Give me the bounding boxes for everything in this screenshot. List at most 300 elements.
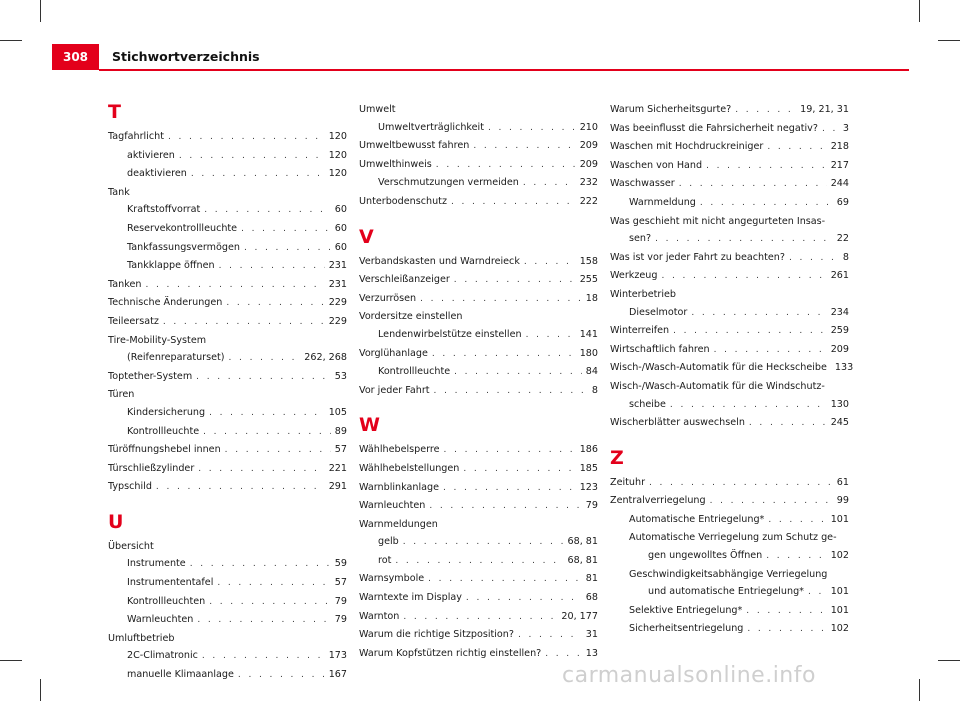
index-line (108, 294, 347, 313)
index-line (359, 174, 598, 193)
dot-leader (700, 195, 833, 213)
page-reference: 60 (334, 222, 347, 234)
dot-leader (749, 415, 827, 433)
dot-leader (747, 621, 826, 639)
index-entry (108, 368, 347, 387)
dot-leader (710, 493, 833, 511)
dot-leader (428, 571, 582, 589)
page-reference: 102 (830, 550, 849, 562)
index-entry (359, 497, 598, 516)
index-line (610, 396, 849, 415)
dot-leader (156, 479, 325, 497)
index-entry (610, 138, 849, 157)
index-line (359, 626, 598, 645)
page-reference: 261 (830, 270, 849, 282)
index-line (610, 194, 849, 213)
dot-leader (463, 461, 575, 479)
index-line (108, 276, 347, 295)
dot-leader (523, 175, 576, 193)
index-line (108, 257, 347, 276)
index-line (610, 378, 849, 396)
index-term: Winterbetrieb (610, 288, 676, 300)
page-reference: 245 (830, 417, 849, 429)
dot-leader (429, 498, 581, 516)
page-reference: 222 (579, 195, 598, 207)
page-reference: 186 (579, 444, 598, 456)
index-entry (610, 378, 849, 414)
index-subentry (108, 647, 347, 666)
index-term: Warnton (359, 610, 400, 622)
dot-leader (673, 323, 827, 341)
dot-leader (518, 627, 582, 645)
index-term: Warum die richtige Sitzposition? (359, 629, 514, 641)
index-line (359, 326, 598, 345)
page-title: Stichwortverzeichnis (112, 49, 260, 64)
index-entry (108, 460, 347, 479)
page-reference: 158 (579, 255, 598, 267)
index-line (359, 516, 598, 534)
index-term: Umwelthinweis (359, 158, 432, 170)
index-term: 2C-Climatronic (127, 650, 198, 662)
index-line (359, 533, 598, 552)
index-line (108, 220, 347, 239)
dot-leader (714, 342, 827, 360)
index-term: Kontrollleuchte (127, 425, 200, 437)
index-entry (359, 308, 598, 326)
index-entry (108, 128, 347, 147)
page-reference: 53 (334, 370, 347, 382)
index-line (108, 165, 347, 184)
index-entry (610, 249, 849, 268)
index-term: Instrumententafel (127, 577, 214, 589)
index-term: Kindersicherung (127, 406, 206, 418)
index-subentry (108, 404, 347, 423)
page-reference: 244 (830, 178, 849, 190)
index-term: Kontrollleuchte (378, 366, 451, 378)
page-reference: 13 (585, 647, 598, 659)
page-reference: 167 (328, 669, 347, 681)
page-reference: 57 (334, 444, 347, 456)
dot-leader (767, 139, 826, 157)
dot-leader (197, 612, 330, 630)
index-term: Wählhebelsperre (359, 444, 440, 456)
index-line (108, 147, 347, 166)
page-reference: 120 (328, 131, 347, 142)
index-line (108, 611, 347, 630)
index-term: Kontrollleuchten (127, 595, 206, 607)
index-entry (108, 184, 347, 202)
index-term: Waschwasser (610, 178, 675, 190)
dot-leader (488, 120, 576, 138)
index-term: Geschwindigkeitsabhängige Verriegelung (629, 568, 828, 580)
index-subentry (108, 574, 347, 593)
index-line (359, 101, 598, 119)
page-reference: 61 (836, 476, 849, 488)
dot-leader (198, 461, 324, 479)
index-term: Kraftstoffvorrat (127, 204, 201, 216)
index-line (359, 290, 598, 309)
page-reference: 105 (328, 406, 347, 418)
index-subentry (610, 602, 849, 621)
index-term: Winterreifen (610, 325, 670, 337)
index-line (610, 304, 849, 323)
index-line (108, 239, 347, 258)
index-entry (610, 213, 849, 249)
crop-mark (919, 0, 920, 22)
header-rule (99, 69, 909, 71)
dot-leader (454, 272, 576, 290)
index-subentry (108, 666, 347, 685)
index-subentry (610, 620, 849, 639)
dot-leader (655, 231, 833, 249)
crop-mark (938, 40, 960, 41)
index-term: Reservekontrollleuchte (127, 222, 238, 234)
index-entry (359, 570, 598, 589)
page-reference: 8 (842, 251, 849, 263)
index-entry (359, 253, 598, 272)
index-entry (359, 608, 598, 627)
index-term: Warnmeldungen (359, 518, 438, 530)
index-entry (359, 290, 598, 309)
dot-leader (691, 305, 826, 323)
index-entry (359, 626, 598, 645)
index-subentry (108, 220, 347, 239)
index-line (359, 253, 598, 272)
index-line (610, 213, 849, 231)
page-reference: 68, 81 (567, 536, 598, 548)
dot-leader (196, 369, 331, 387)
page-reference: 229 (328, 315, 347, 327)
index-term: Wisch-/Wasch-Automatik für die Heckscheibe (610, 362, 827, 374)
index-term: Toptether-System (108, 370, 193, 382)
index-entry (359, 645, 598, 664)
dot-leader (145, 277, 324, 295)
index-line (108, 478, 347, 497)
index-subentry (108, 593, 347, 612)
page-reference: 185 (579, 462, 598, 474)
page-reference: 19, 21, 31 (800, 104, 849, 115)
index-subentry (359, 533, 598, 552)
index-term: und automatische Entriegelung* (648, 586, 804, 598)
crop-mark (40, 0, 41, 22)
index-entry (610, 341, 849, 360)
index-entry (359, 479, 598, 498)
index-term: Wisch-/Wasch-Automatik für die Windschutz- (610, 380, 825, 392)
index-term: Tank (108, 186, 130, 198)
index-term: Wischerblätter auswechseln (610, 417, 745, 429)
index-line (610, 249, 849, 268)
index-term: Sicherheitsentriegelung (629, 623, 744, 635)
index-entry (359, 345, 598, 364)
index-subentry (108, 239, 347, 258)
dot-leader (661, 268, 826, 286)
index-letter-heading: U (108, 510, 124, 533)
index-line (610, 175, 849, 194)
index-entry (610, 474, 849, 493)
index-term: Werkzeug (610, 270, 658, 282)
index-entry (108, 294, 347, 313)
index-column-3 (610, 101, 854, 639)
index-line (610, 230, 849, 249)
index-term: Warntexte im Display (359, 592, 462, 604)
index-subentry (108, 257, 347, 276)
index-line (108, 349, 347, 368)
index-entry (610, 157, 849, 176)
index-line (610, 474, 849, 493)
page-reference: 79 (334, 614, 347, 626)
index-subentry (359, 363, 598, 382)
index-entry (610, 286, 849, 304)
dot-leader (649, 475, 833, 493)
index-term: Tagfahrlicht (108, 131, 164, 142)
page-reference: 120 (328, 149, 347, 161)
dot-leader (451, 194, 576, 212)
index-subentry (108, 555, 347, 574)
index-subentry (359, 552, 598, 571)
index-term: aktivieren (127, 149, 175, 161)
index-line (610, 359, 854, 378)
index-term: Warnmeldung (629, 196, 696, 208)
index-term: Verzurrösen (359, 292, 417, 304)
index-entry (108, 386, 347, 404)
page-reference: 68 (585, 592, 598, 604)
page-reference: 79 (334, 595, 347, 607)
index-entry (359, 193, 598, 212)
index-entry (610, 492, 849, 511)
dot-leader (209, 405, 325, 423)
dot-leader (420, 291, 582, 309)
index-letter-heading: V (359, 225, 374, 248)
index-line (108, 423, 347, 442)
index-subentry (108, 611, 347, 630)
index-term: Umweltverträglichkeit (378, 121, 484, 133)
watermark: carmanualsonline.info (562, 663, 816, 688)
index-term: Automatische Entriegelung* (629, 513, 765, 525)
index-entry (359, 101, 598, 119)
index-line (108, 555, 347, 574)
index-entry (359, 271, 598, 290)
index-term: Was ist vor jeder Fahrt zu beachten? (610, 251, 785, 263)
index-line (610, 322, 849, 341)
index-term: Teileersatz (108, 315, 159, 327)
page-reference: 22 (836, 233, 849, 245)
page-reference: 218 (830, 141, 849, 153)
index-term: Zeituhr (610, 476, 646, 488)
index-entry (359, 156, 598, 175)
dot-leader (168, 129, 325, 147)
dot-leader (679, 176, 827, 194)
index-entry (359, 516, 598, 534)
index-term: Türschließzylinder (108, 462, 195, 474)
index-entry (108, 332, 347, 368)
index-subentry (610, 194, 849, 213)
index-term: Wählhebelstellungen (359, 462, 460, 474)
index-term: gen ungewolltes Öffnen (648, 550, 763, 562)
index-line (108, 368, 347, 387)
index-term: Tankklappe öffnen (127, 260, 215, 272)
index-term: Automatische Verriegelung zum Schutz ge- (629, 532, 837, 544)
index-line (108, 630, 347, 648)
index-entry (108, 478, 347, 497)
page-reference: 99 (836, 495, 849, 507)
crop-mark (919, 679, 920, 701)
index-line (108, 184, 347, 202)
index-term: Vordersitze einstellen (359, 311, 463, 323)
dot-leader (179, 148, 325, 166)
dot-leader (229, 350, 301, 368)
index-line (359, 441, 598, 460)
index-line (108, 647, 347, 666)
index-term: Umluftbetrieb (108, 632, 175, 644)
index-line (610, 602, 849, 621)
index-entry (108, 441, 347, 460)
index-line (610, 620, 849, 639)
dot-leader (244, 240, 331, 258)
index-term: Umwelt (359, 104, 396, 115)
index-line (359, 308, 598, 326)
index-term: Tankfassungsvermögen (127, 241, 240, 253)
crop-mark (938, 660, 960, 661)
index-entry (108, 313, 347, 332)
page-reference: 89 (334, 425, 347, 437)
dot-leader (524, 254, 576, 272)
index-subentry (108, 165, 347, 184)
dot-leader (466, 590, 582, 608)
page-reference: 255 (579, 274, 598, 286)
index-term: Was geschieht mit nicht angegurteten Insas- (610, 215, 826, 227)
index-line (359, 479, 598, 498)
dot-leader (238, 667, 325, 685)
index-line (108, 332, 347, 350)
index-line (108, 128, 347, 147)
page-reference: 79 (585, 500, 598, 512)
index-line (610, 341, 849, 360)
index-term: Warnleuchten (127, 614, 194, 626)
page-reference: 259 (830, 325, 849, 337)
page-reference: 210 (579, 121, 598, 133)
index-entry (610, 414, 849, 433)
index-term: Was beeinflusst die Fahrsicherheit negativ? (610, 122, 818, 134)
dot-leader (190, 556, 331, 574)
index-term: Waschen mit Hochdruckreiniger (610, 141, 764, 153)
index-term: deaktivieren (127, 168, 187, 180)
index-line (359, 156, 598, 175)
index-subentry (610, 529, 849, 565)
dot-leader (219, 258, 325, 276)
page-reference: 231 (328, 278, 347, 290)
index-term: Dieselmotor (629, 306, 688, 318)
page-reference: 262, 268 (304, 352, 347, 364)
index-term: Selektive Entriegelung* (629, 604, 743, 616)
index-entry (610, 175, 849, 194)
index-term: Warnsymbole (359, 573, 425, 585)
index-line (610, 267, 849, 286)
index-subentry (610, 511, 849, 530)
index-line (108, 386, 347, 404)
page-reference: 180 (579, 347, 598, 359)
page-reference: 8 (591, 384, 598, 396)
page-reference: 18 (585, 292, 598, 304)
index-subentry (108, 201, 347, 220)
index-entry (359, 382, 598, 401)
index-term: Instrumente (127, 558, 186, 570)
index-term: Übersicht (108, 540, 154, 552)
page-reference: 130 (830, 398, 849, 410)
index-line (359, 345, 598, 364)
index-entry (610, 120, 849, 139)
index-letter-heading: W (359, 414, 380, 437)
page-reference: 57 (334, 577, 347, 589)
index-line (108, 574, 347, 593)
page-reference: 31 (585, 629, 598, 641)
index-subentry (359, 326, 598, 345)
dot-leader (766, 548, 826, 566)
page-reference: 173 (328, 650, 347, 662)
index-line (108, 404, 347, 423)
index-entry (108, 538, 347, 556)
index-subentry (610, 566, 849, 602)
dot-leader (225, 442, 331, 460)
index-line (610, 157, 849, 176)
dot-leader (735, 102, 796, 120)
index-line (359, 193, 598, 212)
index-line (610, 529, 849, 547)
index-line (610, 101, 849, 120)
page-reference: 133 (834, 362, 854, 374)
dot-leader (822, 121, 839, 139)
index-line (108, 538, 347, 556)
index-column-1 (108, 101, 347, 685)
page-reference: 101 (830, 513, 849, 525)
dot-leader (241, 221, 331, 239)
dot-leader (443, 480, 576, 498)
index-line (359, 382, 598, 401)
index-entry (359, 460, 598, 479)
index-letter-heading: Z (610, 446, 624, 469)
index-subentry (108, 423, 347, 442)
index-column-2 (359, 101, 598, 663)
dot-leader (454, 364, 582, 382)
page-reference: 3 (842, 122, 849, 134)
index-line (359, 589, 598, 608)
index-subentry (610, 304, 849, 323)
index-entry (610, 359, 854, 378)
dot-leader (526, 327, 576, 345)
index-entry (359, 441, 598, 460)
index-subentry (359, 119, 598, 138)
index-term: rot (378, 554, 392, 566)
dot-leader (789, 250, 839, 268)
dot-leader (191, 166, 325, 184)
dot-leader (768, 512, 826, 530)
index-line (359, 271, 598, 290)
crop-mark (40, 679, 41, 701)
index-line (610, 583, 849, 602)
index-line (359, 570, 598, 589)
index-subentry (359, 174, 598, 193)
index-line (610, 286, 849, 304)
index-term: Wirtschaftlich fahren (610, 343, 710, 355)
dot-leader (434, 383, 588, 401)
index-term: (Reifenreparaturset) (127, 352, 225, 364)
index-line (359, 645, 598, 664)
index-line (610, 547, 849, 566)
page-reference: 209 (579, 158, 598, 170)
page-reference: 209 (830, 343, 849, 355)
dot-leader (217, 575, 330, 593)
index-term: Türen (108, 389, 135, 401)
index-line (108, 201, 347, 220)
